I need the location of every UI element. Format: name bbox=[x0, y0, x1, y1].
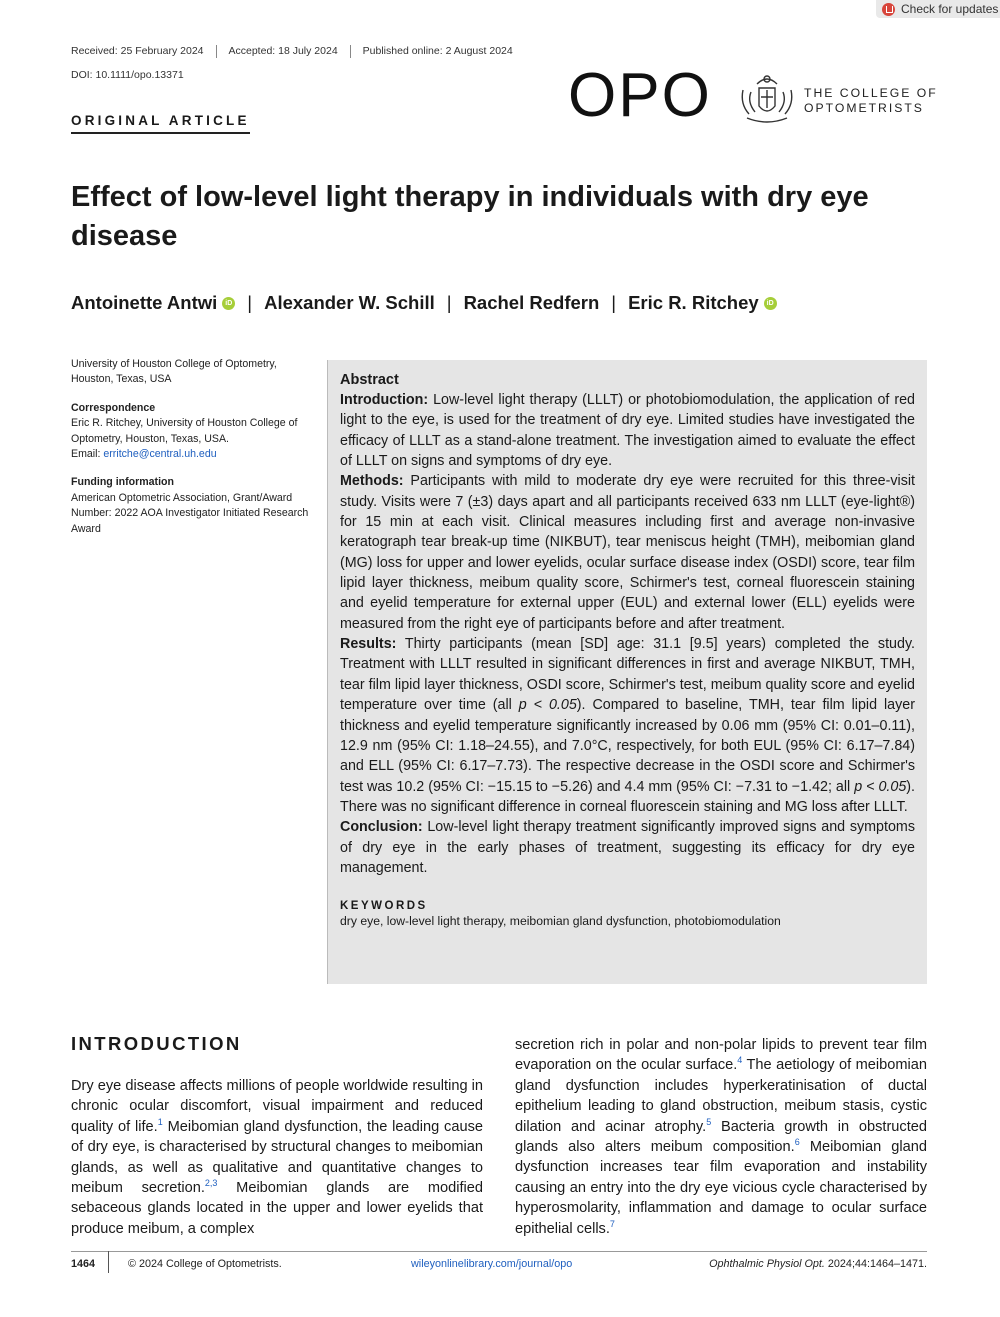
page-number: 1464 bbox=[71, 1258, 96, 1270]
body-column-right bbox=[515, 1035, 927, 1239]
methods-label: Methods: bbox=[340, 473, 404, 490]
conclusion-text: Low-level light therapy treatment significantly improved signs and symptoms of dry eye in the early phases of treatment, suggesting its efficacy for dry eye management. bbox=[340, 819, 915, 876]
journal-name: Ophthalmic Physiol Opt. bbox=[709, 1258, 825, 1270]
author[interactable] bbox=[71, 292, 235, 314]
introduction-label: Introduction: bbox=[340, 392, 429, 408]
published-date: Published online: 2 August 2024 bbox=[350, 45, 525, 58]
results-text: ). Compared to baseline, TMH, tear film lipid layer thickness and eyelid temperature significantly increased by 0.06 mm (95% CI: 0.01–0.11), 12.9 nm (95% CI: 1.18–24.55), and 7.0°C, respectively, for both EUL (95% CI: 6.17–7.84) and ELL (95% CI: 6.17–7.73). The respective decrease in the OSDI score and Schirmer's test was 10.2 (95% CI: −15.15 to −5.26) and 4.4 mm (95% CI: −7.31 to −1.42; all bbox=[340, 697, 915, 795]
abstract-introduction bbox=[340, 390, 915, 471]
results-text: ). There was no significant difference in corneal fluorescein staining and MG loss after LLLT. bbox=[340, 778, 916, 815]
conclusion-label: Conclusion: bbox=[340, 819, 423, 836]
doi: DOI: 10.1111/opo.13371 bbox=[71, 69, 184, 81]
introduction-text: Low-level light therapy (LLLT) or photobiomodulation, the application of red light to the eye, is used for the treatment of dry eye. Limited studies have investigated the efficacy of LLLT as a stand-alone treatment. The investigation aimed to evaluate the effect of LLLT on signs and symptoms of dry eye. bbox=[340, 392, 915, 470]
page-footer bbox=[71, 1251, 927, 1270]
results-text: Thirty participants (mean [SD] age: 31.1 [9.5] years) completed the study. Treatment with LLLT resulted in significant differences in first and average NIKBUT, TMH, tear film lipid layer thickness, OSDI score, Schirmer's test, meibum quality score and eyelid temperature over time (all bbox=[340, 636, 916, 714]
author-name: Alexander W. Schill bbox=[264, 292, 435, 313]
citation-details: 2024;44:1464–1471. bbox=[824, 1258, 927, 1270]
body-text: Meibomian glands are modified sebaceous glands located in the upper and lower eyelids that produce meibum, a complex bbox=[71, 1180, 484, 1237]
college-line-2: OPTOMETRISTS bbox=[804, 101, 924, 115]
affiliation: University of Houston College of Optometry, Houston, Texas, USA bbox=[71, 358, 277, 386]
email-line bbox=[71, 447, 311, 462]
keywords: dry eye, low-level light therapy, meibomian gland dysfunction, photobiomodulation bbox=[340, 914, 781, 929]
reference-link[interactable]: 4 bbox=[737, 1055, 743, 1066]
author-list bbox=[71, 292, 777, 314]
email-link[interactable]: erritche@central.uh.edu bbox=[103, 448, 217, 461]
orcid-icon[interactable]: iD bbox=[222, 297, 235, 310]
body-text: Dry eye disease affects millions of people worldwide resulting in chronic ocular discomfort, visual impairment and reduced quality of life. bbox=[71, 1078, 483, 1135]
accepted-date: Accepted: 18 July 2024 bbox=[216, 45, 350, 58]
funding-information bbox=[71, 475, 311, 537]
body-text: Meibomian gland dysfunction increases tear film evaporation and instability causing an entry into the dry eye vicious cycle characterised by hyperosmolarity, inflammation and damage to ocular surface epithelial cells. bbox=[515, 1139, 928, 1237]
body-text: Meibomian gland dysfunction, the leading cause of dry eye, is characterised by structural changes to meibomian glands, as well as qualitative and quantitative changes to meibum secretion. bbox=[71, 1118, 483, 1197]
college-name bbox=[804, 86, 938, 116]
p-value: p < 0.05 bbox=[854, 778, 907, 795]
college-line-1: THE COLLEGE OF bbox=[804, 86, 938, 100]
college-crest-icon bbox=[737, 70, 797, 126]
author-separator: | bbox=[247, 292, 253, 313]
reference-link[interactable]: 1 bbox=[157, 1116, 163, 1127]
author-name: Rachel Redfern bbox=[463, 292, 600, 313]
journal-citation bbox=[709, 1258, 927, 1270]
article-type: ORIGINAL ARTICLE bbox=[71, 113, 250, 134]
check-for-updates-button[interactable] bbox=[876, 0, 1000, 18]
reference-link[interactable]: 2,3 bbox=[204, 1178, 218, 1189]
body-column-left bbox=[71, 1076, 483, 1239]
abstract-box bbox=[327, 360, 927, 984]
body-text: secretion rich in polar and non-polar lipids to prevent tear film evaporation on the ocular surface. bbox=[515, 1037, 927, 1074]
article-dates bbox=[71, 45, 525, 58]
abstract-conclusion bbox=[340, 817, 915, 878]
reference-link[interactable]: 5 bbox=[706, 1116, 712, 1127]
p-value: p < 0.05 bbox=[518, 697, 577, 714]
article-title: Effect of low-level light therapy in individuals with dry eye disease bbox=[71, 181, 869, 252]
methods-text: Participants with mild to moderate dry eye were recruited for this three-visit study. Visits were 7 (±3) days apart and all participants received 633 nm LLLT (eye-light®) for 15 min at each visit. Clinical measures including first and average non-invasive keratograph tear break-up time (NIKBUT), tear meniscus height (TMH), meibomian gland (MG) loss for upper and lower eyelids, ocular surface disease index (OSDI) score, tear film lipid layer thickness, meibum quality score, Schirmer's test, corneal fluorescein staining and eyelid temperature for external upper (EUL) and external lower (ELL) eyelids were measured from the right eye of participants before and after treatment. bbox=[340, 473, 915, 632]
abstract-results bbox=[340, 634, 915, 817]
results-label: Results: bbox=[340, 636, 397, 653]
author-separator: | bbox=[446, 292, 452, 313]
check-for-updates-label: Check for updates bbox=[901, 2, 999, 16]
introduction-heading: INTRODUCTION bbox=[71, 1033, 242, 1054]
author-name: Antoinette Antwi bbox=[71, 292, 218, 313]
author-separator: | bbox=[611, 292, 617, 313]
funding-text: American Optometric Association, Grant/Award Number: 2022 AOA Investigator Initiated Research Award bbox=[71, 491, 309, 535]
author[interactable] bbox=[264, 292, 435, 314]
correspondence-heading: Correspondence bbox=[71, 401, 156, 414]
correspondence bbox=[71, 401, 311, 463]
correspondence-text: Eric R. Ritchey, University of Houston College of Optometry, Houston, Texas, USA. bbox=[71, 417, 298, 445]
author[interactable] bbox=[464, 292, 600, 314]
journal-url-link[interactable]: wileyonlinelibrary.com/journal/opo bbox=[411, 1258, 573, 1270]
journal-logo: OPO bbox=[568, 61, 712, 130]
author[interactable] bbox=[628, 292, 777, 314]
email-label: Email: bbox=[71, 448, 101, 461]
copyright: © 2024 College of Optometrists. bbox=[128, 1258, 282, 1270]
reference-link[interactable]: 7 bbox=[609, 1218, 615, 1229]
author-name: Eric R. Ritchey bbox=[628, 292, 759, 313]
footer-divider bbox=[108, 1251, 109, 1273]
reference-link[interactable]: 6 bbox=[794, 1137, 800, 1148]
bookmark-icon bbox=[882, 3, 895, 16]
article-sidebar bbox=[71, 357, 311, 550]
orcid-icon[interactable]: iD bbox=[764, 297, 777, 310]
funding-heading: Funding information bbox=[71, 476, 174, 489]
received-date: Received: 25 February 2024 bbox=[71, 45, 204, 57]
body-text: Bacteria growth in obstructed glands also alters meibum composition. bbox=[515, 1118, 928, 1156]
abstract-methods bbox=[340, 471, 915, 634]
body-text: The aetiology of meibomian gland dysfunction includes hyperkeratinisation of ductal epithelium leading to gland obstruction, meibum stasis, cystic dilation and acinar atrophy. bbox=[515, 1057, 927, 1135]
keywords-heading: KEYWORDS bbox=[340, 900, 428, 913]
abstract-heading: Abstract bbox=[340, 372, 399, 388]
